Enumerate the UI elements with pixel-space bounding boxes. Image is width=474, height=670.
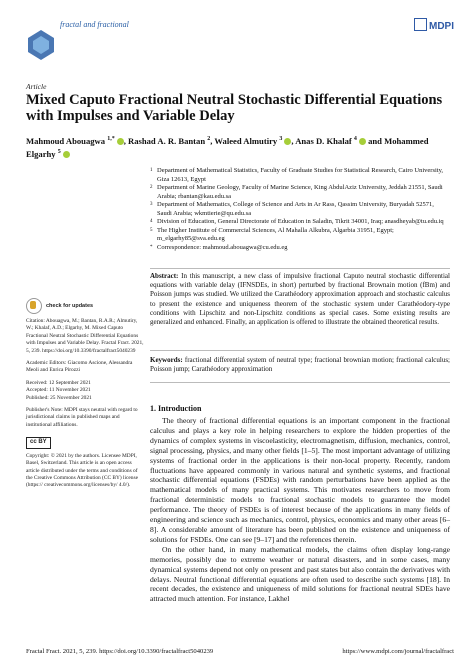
- affiliation-item: [150, 218, 450, 227]
- divider: [150, 268, 450, 269]
- author-separator: and: [365, 135, 385, 146]
- publisher-name: MDPI: [429, 21, 454, 32]
- check-updates-icon: [26, 298, 42, 314]
- author-separator: ,: [123, 135, 128, 146]
- footer-journal-url[interactable]: https://www.mdpi.com/journal/fractalfract: [342, 648, 454, 655]
- introduction-body: [150, 416, 450, 604]
- academic-editors: Academic Editors: Giacomo Ascione, Alessandra Meoli and Enrica Pirozzi: [26, 360, 133, 374]
- affiliation-text: The Higher Institute of Commercial Sciences, Al Mahalla Alkubra, Algarbia 31951, Egypt; m_elgarhy85@sva.edu.eg: [157, 226, 394, 242]
- section-heading: 1. Introduction: [150, 404, 202, 413]
- author-name: Rashad A. R. Bantan: [127, 135, 208, 146]
- affiliation-item: [150, 167, 450, 184]
- orcid-icon[interactable]: [359, 138, 366, 145]
- author-list: [26, 134, 446, 160]
- divider: [150, 382, 450, 383]
- divider: [150, 350, 450, 351]
- affiliation-number: *: [150, 244, 153, 250]
- affiliation-item: [150, 227, 450, 244]
- keywords-label: Keywords:: [150, 356, 183, 364]
- abstract: [150, 272, 450, 327]
- author-affiliation-mark: 4: [353, 136, 357, 142]
- received-date: Received: 12 September 2021: [26, 379, 91, 386]
- affiliation-number: 4: [150, 219, 153, 224]
- publisher-logo[interactable]: [414, 18, 454, 32]
- affiliation-text: Department of Mathematical Statistics, Faculty of Graduate Studies for Statistical Research, Cairo University, Giza 12613, Egypt: [157, 167, 444, 183]
- affiliation-item: [150, 244, 450, 253]
- keywords: [150, 356, 450, 374]
- check-updates-label: check for updates: [46, 302, 94, 309]
- affiliation-number: 2: [150, 185, 153, 190]
- orcid-icon[interactable]: [63, 151, 70, 158]
- affiliation-text: Division of Education, General Directorate of Education in Saladin, Tikrit 34001, Iraq; anasdheyab@tu.edu.iq: [157, 218, 444, 225]
- author-name: Mohammed Elgarhy: [26, 135, 429, 159]
- affiliation-item: [150, 201, 450, 218]
- footer-citation[interactable]: Fractal Fract. 2021, 5, 239. https://doi.org/10.3390/fractalfract5040239: [26, 648, 214, 655]
- affiliation-number: 3: [150, 202, 153, 207]
- abstract-label: Abstract:: [150, 272, 179, 280]
- publisher-note: Publisher's Note: MDPI stays neutral with regard to jurisdictional claims in published maps and institutional affiliations.: [26, 407, 138, 428]
- author-name: Mahmoud Abouagwa: [26, 135, 108, 146]
- author-affiliation-mark: 3: [279, 136, 283, 142]
- author-affiliation-mark: 2: [207, 136, 211, 142]
- affiliation-list: [150, 167, 450, 252]
- journal-logo: [26, 28, 56, 62]
- abstract-text: In this manuscript, a new class of impulsive fractional Caputo neutral stochastic differential equations with variable delay (IFNSDEs, in short) perturbed by fractional Brownain motion (fBm) and Poisson jumps was studied. We utilized the Carathéodory approximation approach and stochastic calculus to present the existence and uniqueness theorem of the stochastic system under Carathéodory-type conditions with Lipschitz and non-Lipschitz conditions as special cases. Some existing results are generalized and enhanced. Finally, an application is offered to illustrate the obtained theoretical results.: [150, 272, 450, 327]
- mdpi-icon: [414, 18, 427, 31]
- accepted-date: Accepted: 11 November 2021: [26, 387, 91, 394]
- article-type: Article: [26, 82, 47, 91]
- author-name: Anas D. Khalaf: [295, 135, 354, 146]
- author-separator: ,: [291, 135, 296, 146]
- citation: Citation: Abouagwa, M.; Bantan, R.A.R.; Almutiry, W.; Khalaf, A.D.; Elgarhy, M. Mixed Caputo Fractional Neutral Stochastic Differential Equations with Impulses and Variable Delay. Fractal Fract. 2021, 5, 239. https://doi.org/10.3390/fractalfract5040239: [26, 318, 144, 354]
- affiliation-text: Department of Marine Geology, Faculty of Marine Science, King AbdulAziz University, Jeddah 21551, Saudi Arabia; rbantan@kau.edu.sa: [157, 184, 443, 200]
- cc-license-badge[interactable]: cc BY: [26, 437, 51, 448]
- published-date: Published: 25 November 2021: [26, 394, 92, 401]
- copyright-notice: Copyright: © 2021 by the authors. Licensee MDPI, Basel, Switzerland. This article is an open access article distributed under the terms and conditions of the Creative Commons Attribution (CC BY) license (https:// creativecommons.org/licenses/by/ 4.0/).: [26, 452, 138, 489]
- paper-title: Mixed Caputo Fractional Neutral Stochastic Differential Equations with Impulses and Variable Delay: [26, 92, 443, 124]
- affiliation-item: [150, 184, 450, 201]
- paragraph: The theory of fractional differential equations is an important component in the fractional calculus and plays a key role in helping researchers to explore the hidden properties of the dynamics of complex systems in viscoelasticity, electromagnetism, diffusion, mechanics, control, signal processing, physics, and many other fields [1–5]. The most important advantage of utilizing systems of fractional order in the applications is their non-local property. Recently, random fluctuations have appeared commonly in various natural and synthetic systems, and fractional stochastic differential equations (FSDEs) with random perturbations have been applied as the mathematical models of many practical systems. This motivates researchers to move from fractional deterministic models to fractional stochastic models to guarantee the model performance. The theory of FSDEs is of interest because of the applications in many fields of engineering and science such as mechanics, control, physics, economics and many other areas [6–8]. A considerable amount of literature has been published on the existence and uniqueness of solutions for FSDEs. One can see [9–17] and the references therein.: [150, 416, 450, 544]
- affiliation-number: 1: [150, 168, 153, 173]
- paragraph: On the other hand, in many mathematical models, the claims often display long-range memories, possibly due to extreme weather or natural disasters, and in some cases, many dynamical systems depend not only on present and past states but also contain the derivatives with delays. Neutral functional differential equations are often used to describe such systems [18]. In recent decades, the existence and uniqueness of mild solutions for fractional neutral SDEs have attracted much attention. For instance, Lakhel: [150, 544, 450, 604]
- author-name: Waleed Almutiry: [214, 135, 280, 146]
- keywords-text: fractional differential system of neutral type; fractional brownian motion; fractional calculus; Poisson jump; Carathéodory approximation: [150, 356, 451, 374]
- sidebar: [26, 298, 144, 490]
- journal-name: fractal and fractional: [60, 20, 129, 29]
- orcid-icon[interactable]: [117, 138, 124, 145]
- author-separator: ,: [210, 135, 215, 146]
- author-affiliation-mark: 5: [57, 148, 61, 155]
- check-for-updates[interactable]: [26, 298, 144, 314]
- affiliation-text: Correspondence: mahmoud.abouagwa@cu.edu.eg: [157, 243, 288, 251]
- affiliation-number: 5: [150, 227, 153, 233]
- affiliation-text: Department of Mathematics, College of Science and Arts in Ar Rass, Qassim University, Buryadah 52571, Saudi Arabia; wkmtierie@qu.edu.sa: [157, 201, 434, 217]
- author-affiliation-mark: 1,*: [107, 136, 115, 142]
